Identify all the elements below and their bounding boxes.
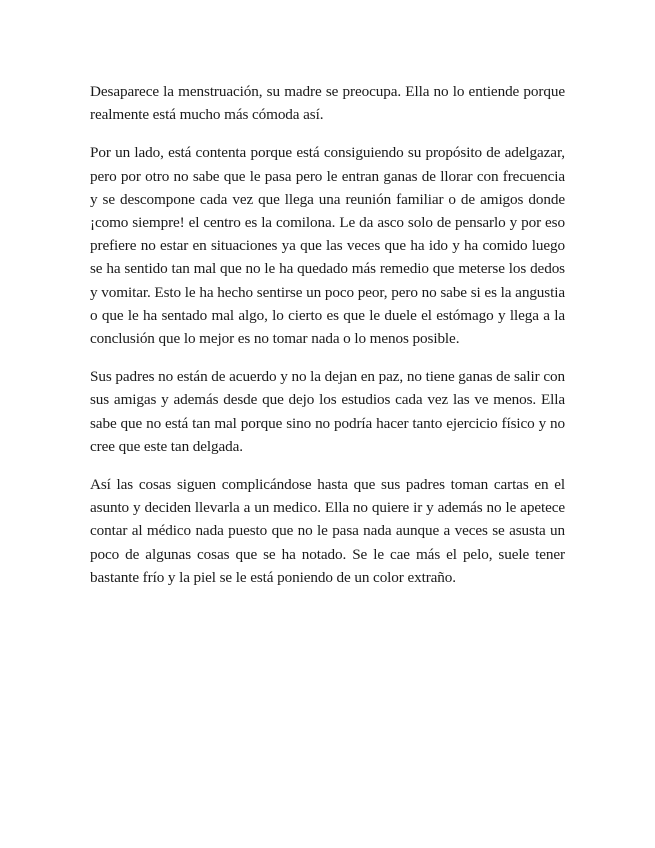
- paragraph-2: Por un lado, está contenta porque está consiguiendo su propósito de adelgazar, pero por otro no sabe que le pasa pero le entran ganas de llorar con frecuencia y se descompone cada vez que llega una reunión familiar o de amigos donde ¡como siempre! el centro es la comilona. Le da asco solo de pensarlo y por eso prefiere no estar en situaciones ya que las veces que ha ido y ha comido luego se ha sentido tan mal que no le ha quedado más remedio que meterse los dedos y vomitar. Esto le ha hecho sentirse un poco peor, pero no sabe si es la angustia o que le ha sentado mal algo, lo cierto es que le duele el estómago y llega a la conclusión que lo mejor es no tomar nada o lo menos posible.: [90, 144, 565, 348]
- paragraph-1: Desaparece la menstruación, su madre se preocupa. Ella no lo entiende porque realmente está mucho más cómoda así.: [90, 83, 565, 124]
- document-body: [90, 80, 565, 604]
- paragraph-4: Así las cosas siguen complicándose hasta que sus padres toman cartas en el asunto y deciden llevarla a un medico. Ella no quiere ir y además no le apetece contar al médico nada puesto que no le pasa nada aunque a veces se asusta un poco de algunas cosas que se ha notado. Se le cae más el pelo, suele tener bastante frío y la piel se le está poniendo de un color extraño.: [90, 476, 565, 586]
- paragraph-3: Sus padres no están de acuerdo y no la dejan en paz, no tiene ganas de salir con sus amigas y además desde que dejo los estudios cada vez las ve menos. Ella sabe que no está tan mal porque sino no podría hacer tanto ejercicio físico y no cree que este tan delgada.: [90, 368, 565, 455]
